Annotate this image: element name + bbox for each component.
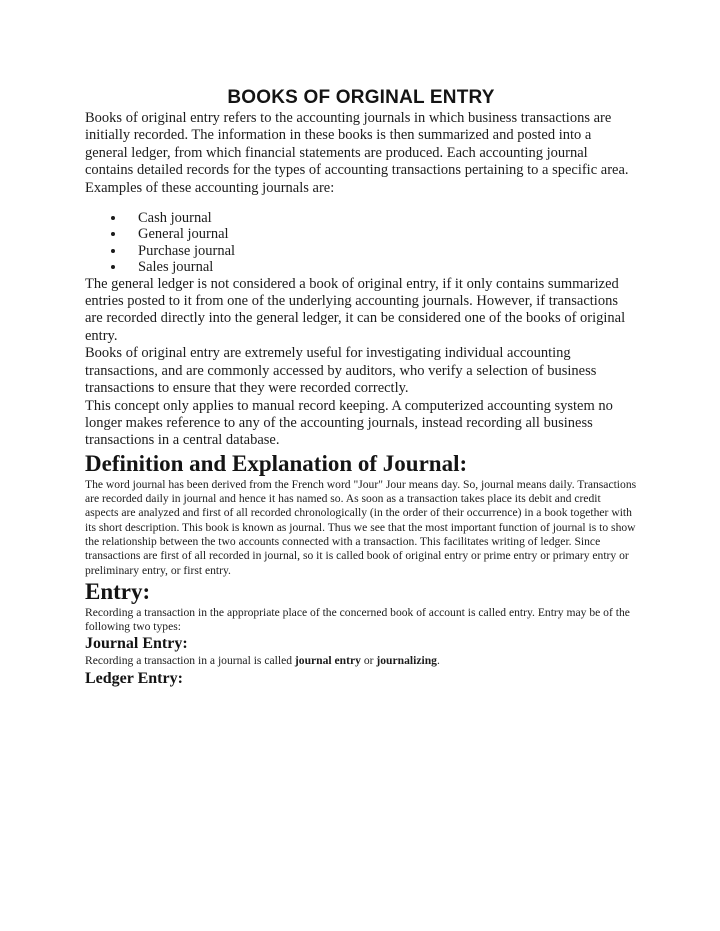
entry-paragraph: Recording a transaction in the appropriate place of the concerned book of account is called entry. Entry may be of the following two types: [85, 605, 630, 634]
journal-types-list [85, 210, 637, 276]
journal-entry-text-prefix: Recording a transaction in a journal is called [85, 654, 295, 668]
journal-entry-text-or: or [360, 654, 377, 668]
journal-entry-paragraph [85, 654, 637, 668]
list-item-sales-journal: • Sales journal [126, 259, 637, 275]
definition-paragraph: The word journal has been derived from the French word "Jour" Jour means day. So, journal means daily. Transactions are recorded daily in journal and hence it has named so. As soon as a transaction takes place its debit and credit aspects are analyzed and first of all recorded chronologically (in the order of their occurrence) in a book together with its short description. This book is known as journal. Thus we see that the most important function of journal is to show the relationship between the two accounts connected with a transaction. This facilitates writing of ledger. Since transactions are first of all recorded in journal, so it is called book of original entry or prime entry or primary entry or preliminary entry, or first entry. [85, 477, 637, 577]
list-item-cash-journal: • Cash journal [126, 210, 637, 226]
usefulness-paragraph: Books of original entry are extremely useful for investigating individual accounting transactions, and are commonly accessed by auditors, who verify a selection of business transactions to ensure that they were recorded correctly. [85, 345, 597, 397]
general-ledger-paragraph: The general ledger is not considered a book of original entry, if it only contains summarized entries posted to it from one of the underlying accounting journals. However, if transactions are recorded directly into the general ledger, it can be considered one of the books of original entry. [85, 275, 626, 344]
manual-record-paragraph: This concept only applies to manual record keeping. A computerized accounting system no longer makes reference to any of the accounting journals, instead recording all business transactions in a central database. [85, 397, 613, 449]
list-item-purchase-journal: • Purchase journal [126, 243, 637, 259]
definition-heading: Definition and Explanation of Journal: [85, 450, 468, 476]
page-title: BOOKS OF ORGINAL ENTRY [227, 87, 495, 108]
journal-entry-bold-term: journal entry [294, 654, 361, 668]
journal-entry-text-period: . [436, 654, 440, 668]
ledger-entry-heading: Ledger Entry: [85, 669, 183, 687]
intro-paragraph: Books of original entry refers to the accounting journals in which business transactions are initially recorded. The information in these books is then summarized and posted into a general ledger, from which financial statements are produced. Each accounting journal contains detailed records for the types of accounting transactions pertaining to a specific area. Examples of these accounting journals are: [85, 110, 629, 196]
journal-entry-heading: Journal Entry: [85, 635, 188, 653]
document-content [85, 0, 637, 689]
journalizing-bold-term: journalizing [376, 654, 437, 668]
entry-heading: Entry: [85, 578, 151, 604]
list-item-general-journal: • General journal [126, 226, 637, 242]
